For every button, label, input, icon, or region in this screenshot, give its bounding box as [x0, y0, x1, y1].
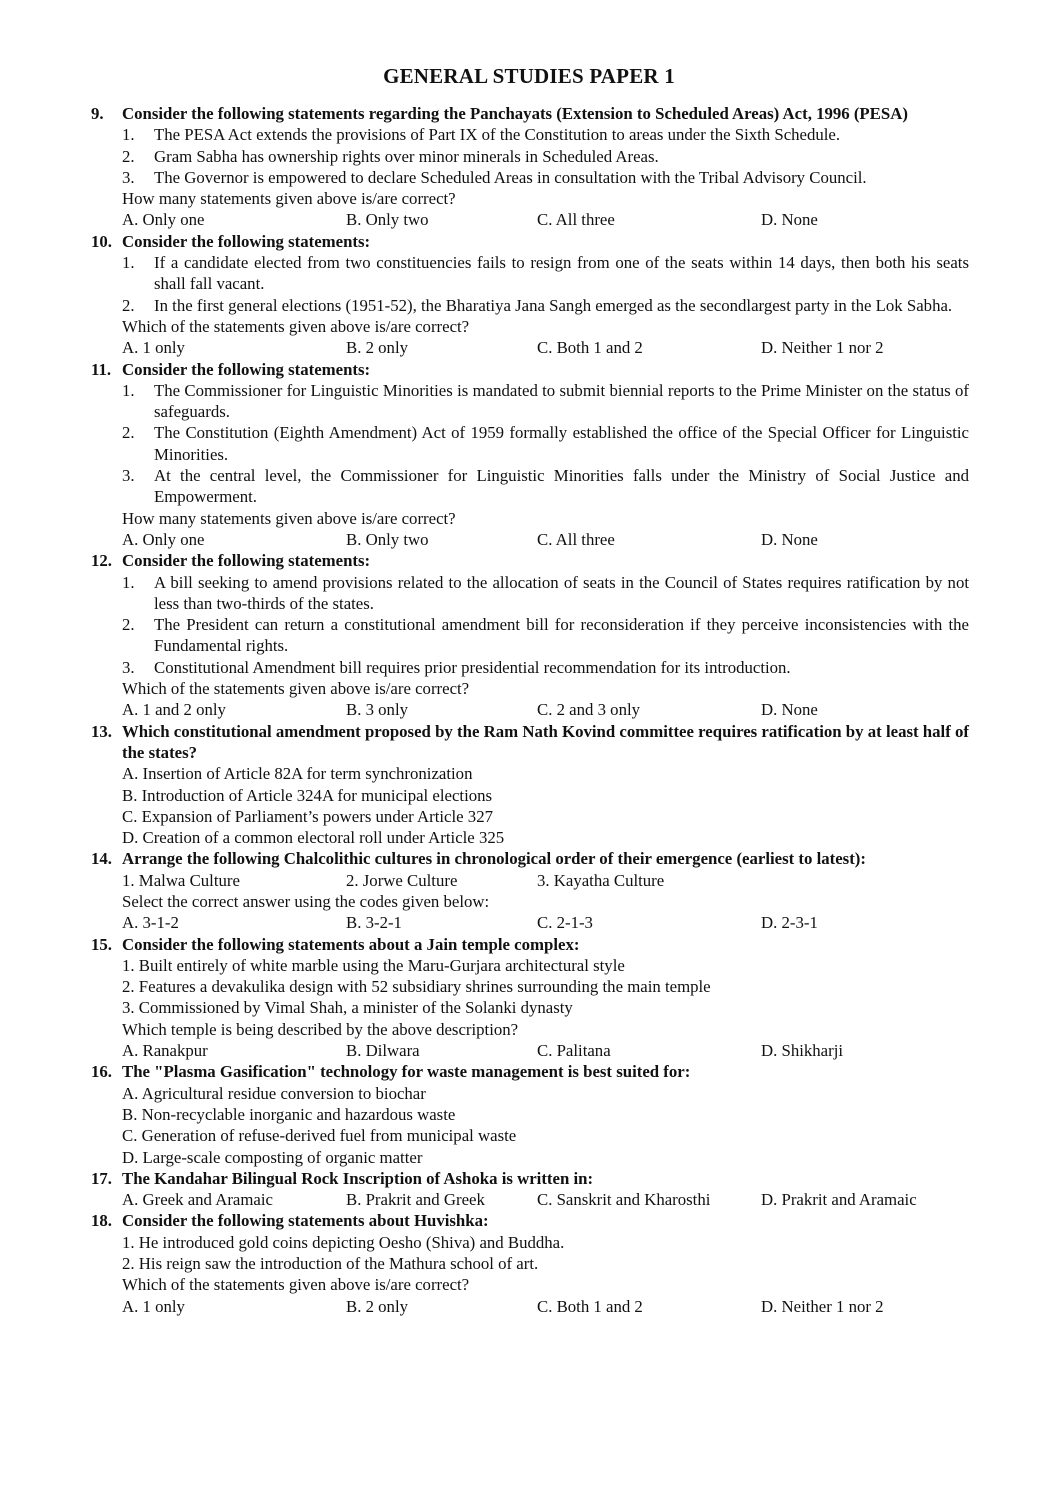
answer-option: A. Only one [122, 210, 205, 230]
statement-text: Gram Sabha has ownership rights over minor minerals in Scheduled Areas. [154, 146, 659, 166]
question-prompt: Select the correct answer using the codes given below: [122, 891, 490, 911]
question-number: 17. [91, 1168, 112, 1188]
answer-option: C. All three [537, 210, 615, 230]
answer-option: C. Both 1 and 2 [537, 338, 643, 358]
statement-number: 3. [122, 657, 135, 677]
statement-number: 2. [122, 615, 135, 635]
question-block [91, 103, 969, 231]
question-prompt: Which of the statements given above is/are correct? [122, 679, 470, 699]
question-block [91, 1210, 969, 1316]
question-text: The Kandahar Bilingual Rock Inscription of Ashoka is written in: [122, 1168, 594, 1188]
answer-option: D. Neither 1 nor 2 [761, 338, 884, 358]
options-row [122, 1189, 969, 1210]
statement-number: 2. [122, 146, 135, 166]
question-text: The "Plasma Gasification" technology for waste management is best suited for: [122, 1062, 691, 1082]
answer-option: D. None [761, 700, 818, 720]
statement-number: 3. [122, 167, 135, 187]
answer-option: D. Prakrit and Aramaic [761, 1190, 917, 1210]
statement [122, 572, 969, 615]
option-line: A. Insertion of Article 82A for term synchronization [122, 764, 473, 784]
answer-option: C. Sanskrit and Kharosthi [537, 1190, 711, 1210]
statement [122, 124, 969, 145]
statement-text: At the central level, the Commissioner for Linguistic Minorities falls under the Ministry of Social Justice and Empowerment. [154, 466, 969, 507]
question-number: 15. [91, 934, 112, 954]
answer-option: A. 3-1-2 [122, 913, 179, 933]
question-text: Consider the following statements about Huvishka: [122, 1211, 489, 1231]
question-prompt: How many statements given above is/are correct? [122, 189, 456, 209]
statement-number: 1. [122, 253, 135, 273]
option-line: 1. He introduced gold coins depicting Oesho (Shiva) and Buddha. [122, 1232, 565, 1252]
answer-option: B. 2 only [346, 338, 409, 358]
question-block [91, 1168, 969, 1211]
question-number: 12. [91, 551, 112, 571]
answer-option: A. 1 only [122, 1296, 185, 1316]
answer-option: D. Shikharji [761, 1041, 844, 1061]
answer-option: D. 2-3-1 [761, 913, 818, 933]
options-row [122, 209, 969, 230]
option-line: D. Creation of a common electoral roll under Article 325 [122, 828, 505, 848]
question-prompt: How many statements given above is/are correct? [122, 508, 456, 528]
statement-number: 1. [122, 125, 135, 145]
question-number: 11. [91, 359, 112, 379]
answer-option: A. 1 and 2 only [122, 700, 226, 720]
statement [122, 295, 969, 316]
answer-option: D. None [761, 210, 818, 230]
statement [122, 167, 969, 188]
answer-option: C. Palitana [537, 1041, 611, 1061]
statement-text: The PESA Act extends the provisions of Part IX of the Constitution to areas under the Sixth Schedule. [154, 125, 841, 145]
question-number: 16. [91, 1062, 112, 1082]
answer-option: A. Greek and Aramaic [122, 1190, 273, 1210]
statement-text: The Governor is empowered to declare Scheduled Areas in consultation with the Tribal Advisory Council. [154, 167, 867, 187]
answer-option: B. Prakrit and Greek [346, 1190, 485, 1210]
question-block [91, 550, 969, 720]
answer-option: C. Both 1 and 2 [537, 1296, 643, 1316]
options-row [122, 529, 969, 550]
statement-text: Constitutional Amendment bill requires prior presidential recommendation for its introduction. [154, 657, 791, 677]
option-line: D. Large-scale composting of organic matter [122, 1147, 423, 1167]
question-text: Consider the following statements about a Jain temple complex: [122, 934, 580, 954]
answer-option: B. 2 only [346, 1296, 409, 1316]
question-text: Consider the following statements: [122, 231, 371, 251]
option-line: A. Agricultural residue conversion to biochar [122, 1083, 426, 1103]
statement-number: 1. [122, 380, 135, 400]
question-block [91, 359, 969, 551]
question-text: Which constitutional amendment proposed by the Ram Nath Kovind committee requires ratification by at least half of the states? [122, 721, 969, 762]
option-line: 3. Commissioned by Vimal Shah, a minister of the Solanki dynasty [122, 998, 573, 1018]
question-number: 13. [91, 721, 112, 741]
option-line: 2. Features a devakulika design with 52 subsidiary shrines surrounding the main temple [122, 977, 711, 997]
statement-text: If a candidate elected from two constituencies fails to resign from one of the seats within 14 days, then both his seats shall fall vacant. [154, 253, 969, 294]
question-prompt: Which of the statements given above is/are correct? [122, 316, 470, 336]
statement-text: The Commissioner for Linguistic Minorities is mandated to submit biennial reports to the Prime Minister on the status of safeguards. [154, 380, 969, 422]
answer-option: B. 3-2-1 [346, 913, 402, 933]
answer-option: B. Only two [346, 210, 429, 230]
statement [122, 614, 969, 657]
item: 2. Jorwe Culture [346, 870, 458, 890]
option-line: C. Expansion of Parliament’s powers under Article 327 [122, 806, 493, 826]
item-row [122, 870, 969, 891]
question-block [91, 934, 969, 1062]
answer-option: D. Neither 1 nor 2 [761, 1296, 884, 1316]
page-title: GENERAL STUDIES PAPER 1 [383, 64, 675, 88]
question-number: 18. [91, 1211, 112, 1231]
option-line: C. Generation of refuse-derived fuel from municipal waste [122, 1126, 517, 1146]
item: 1. Malwa Culture [122, 870, 240, 890]
question-number: 9. [91, 104, 104, 123]
statement [122, 252, 969, 295]
question-prompt: Which of the statements given above is/are correct? [122, 1275, 470, 1295]
options-row [122, 912, 969, 933]
statement [122, 380, 969, 423]
option-line: B. Non-recyclable inorganic and hazardous waste [122, 1104, 456, 1124]
answer-option: B. Only two [346, 529, 429, 549]
question-block [91, 231, 969, 359]
answer-option: B. Dilwara [346, 1041, 420, 1061]
options-row [122, 1040, 969, 1061]
question-list [91, 103, 969, 1317]
answer-option: D. None [761, 529, 818, 549]
option-line: 1. Built entirely of white marble using the Maru-Gurjara architectural style [122, 955, 625, 975]
statement [122, 657, 969, 678]
question-block [91, 848, 969, 933]
answer-option: A. Ranakpur [122, 1041, 208, 1061]
statement-text: The President can return a constitutional amendment bill for reconsideration if they perceive inconsistencies with the Fundamental rights. [154, 615, 969, 656]
options-row [122, 337, 969, 358]
statement-text: In the first general elections (1951-52), the Bharatiya Jana Sangh emerged as the secondlargest party in the Lok Sabha. [154, 295, 953, 315]
answer-option: C. All three [537, 529, 615, 549]
options-row [122, 699, 969, 720]
answer-option: C. 2-1-3 [537, 913, 593, 933]
options-row [122, 1296, 969, 1317]
statement [122, 146, 969, 167]
statement-number: 3. [122, 466, 135, 486]
question-block [91, 1061, 969, 1167]
question-text: Consider the following statements: [122, 551, 371, 571]
statement-number: 1. [122, 572, 135, 592]
question-text: Consider the following statements: [122, 359, 371, 379]
question-number: 14. [91, 849, 112, 869]
statement-text: The Constitution (Eighth Amendment) Act of 1959 formally established the office of the Special Officer for Linguistic Minorities. [154, 423, 969, 464]
question-prompt: Which temple is being described by the above description? [122, 1019, 519, 1039]
statement-number: 2. [122, 423, 135, 443]
option-line: B. Introduction of Article 324A for municipal elections [122, 785, 493, 805]
answer-option: B. 3 only [346, 700, 409, 720]
question-text: Consider the following statements regarding the Panchayats (Extension to Scheduled Areas) Act, 1996 (PESA) [122, 104, 908, 123]
statement-text: A bill seeking to amend provisions related to the allocation of seats in the Council of States requires ratification by not less than two-thirds of the states. [154, 572, 969, 613]
option-line: 2. His reign saw the introduction of the Mathura school of art. [122, 1254, 539, 1274]
question-number: 10. [91, 231, 112, 251]
item: 3. Kayatha Culture [537, 870, 665, 890]
answer-option: A. Only one [122, 529, 205, 549]
answer-option: A. 1 only [122, 338, 185, 358]
statement-number: 2. [122, 295, 135, 315]
answer-option: C. 2 and 3 only [537, 700, 641, 720]
statement [122, 465, 969, 508]
question-block [91, 721, 969, 849]
question-text: Arrange the following Chalcolithic cultures in chronological order of their emergence (earliest to latest): [122, 849, 866, 869]
statement [122, 422, 969, 465]
